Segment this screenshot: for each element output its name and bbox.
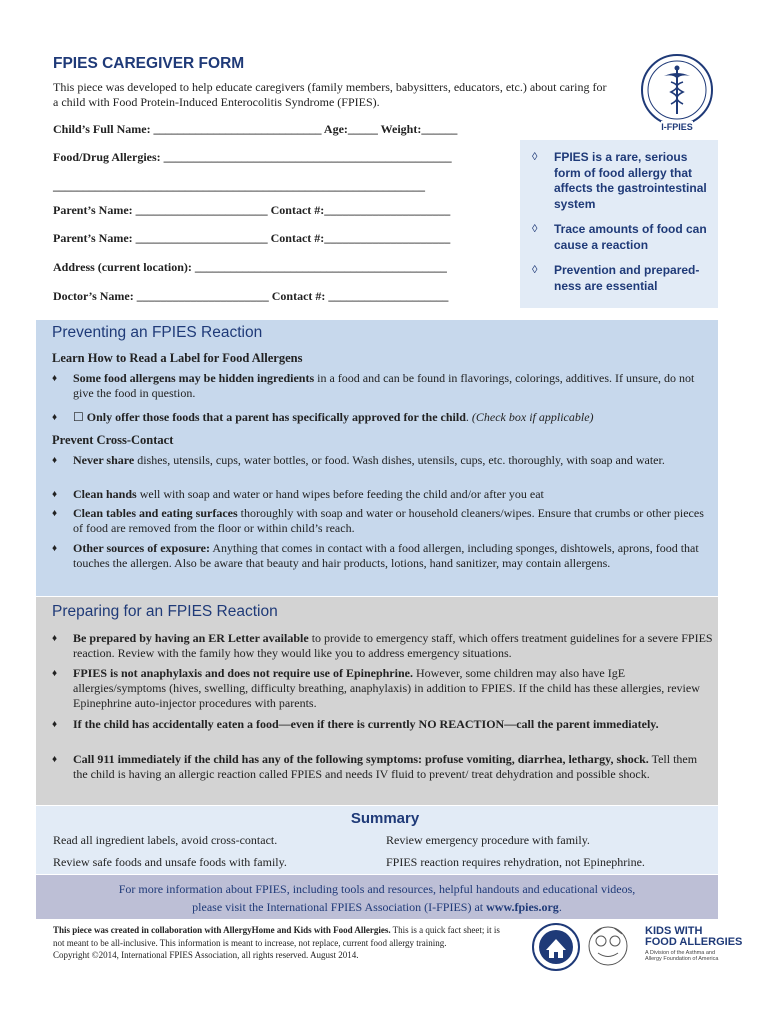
diamond-icon: ♦ (52, 455, 58, 466)
summary-title: Summary (350, 810, 420, 827)
website-link[interactable]: www.fpies.org (486, 900, 559, 914)
diamond-icon: ♦ (52, 508, 58, 519)
page-title: FPIES CAREGIVER FORM (53, 55, 245, 72)
food-allergies-field-cont[interactable]: ______________________________________________________________ (53, 179, 425, 193)
summary-cell: Read all ingredient labels, avoid cross-contact. (53, 833, 278, 847)
child-name-field[interactable]: Child’s Full Name: ____________________________ Age:_____ Weight:______ (53, 122, 458, 136)
footer-text: This piece was created in collaboration with AllergyHome and Kids with Food Allergies. This is a quick fact sheet; it is not meant to be all-inclusive. This information is meant to increase, not replace, current food allergy training. Copyright ©2014, International FPIES Association, all rights reserved. August 2014. (53, 924, 513, 962)
key-fact-text: Prevention and prepared-ness are essential (554, 263, 700, 293)
summary-cell: Review emergency procedure with family. (386, 833, 590, 847)
summary-cell: Review safe foods and unsafe foods with family. (53, 855, 287, 869)
diamond-outline-icon: ◊ (532, 151, 538, 163)
copyright: Copyright ©2014, International FPIES Association, all rights reserved. August 2014. (53, 950, 359, 960)
kwfa-logo-text: KIDS WITH FOOD ALLERGIES (645, 925, 743, 948)
kwfa-logo-subtext: A Division of the Asthma and Allergy Foundation of America (645, 950, 719, 962)
diamond-icon: ♦ (52, 668, 58, 679)
approval-checkbox[interactable]: ☐ (73, 410, 84, 424)
ifpies-logo (636, 52, 718, 134)
key-fact-text: FPIES is a rare, serious form of food allergy that affects the gastrointestinal system (554, 150, 707, 211)
intro-text: This piece was developed to help educate caregivers (family members, babysitters, educators, etc.) about caring for a child with Food Protein-Induced Enterocolitis Syndrome (FPIES). (53, 80, 607, 109)
label-reading-subtitle: Learn How to Read a Label for Food Allergens (52, 351, 303, 365)
diamond-icon: ♦ (52, 543, 58, 554)
more-info-text: For more information about FPIES, including tools and resources, helpful handouts and educational videos, please visit the International FPIES Association (I-FPIES) at www.fpies.org. (118, 882, 636, 914)
preparing-title: Preparing for an FPIES Reaction (52, 603, 278, 620)
address-field[interactable]: Address (current location): __________________________________________ (53, 260, 447, 274)
cross-contact-subtitle: Prevent Cross-Contact (52, 433, 174, 447)
food-allergies-field[interactable]: Food/Drug Allergies: ________________________________________________ (53, 150, 452, 164)
key-fact-text: Trace amounts of food can cause a reaction (554, 222, 707, 252)
diamond-icon: ♦ (52, 412, 58, 423)
diamond-outline-icon: ◊ (532, 264, 538, 276)
diamond-outline-icon: ◊ (532, 223, 538, 235)
diamond-icon: ♦ (52, 719, 58, 730)
diamond-icon: ♦ (52, 489, 58, 500)
doctor-name-field[interactable]: Doctor’s Name: ______________________ Contact #: ____________________ (53, 289, 449, 303)
parent-name-field-1[interactable]: Parent’s Name: ______________________ Contact #:_____________________ (53, 203, 451, 217)
preventing-title: Preventing an FPIES Reaction (52, 324, 263, 341)
diamond-icon: ♦ (52, 633, 58, 644)
ifpies-logo-text: I-FPIES (661, 122, 693, 132)
allergyhome-logo (528, 922, 584, 972)
summary-cell: FPIES reaction requires rehydration, not Epinephrine. (386, 855, 645, 869)
diamond-icon: ♦ (52, 373, 58, 384)
diamond-icon: ♦ (52, 754, 58, 765)
key-facts-box (520, 140, 718, 308)
parent-name-field-2[interactable]: Parent’s Name: ______________________ Contact #:_____________________ (53, 231, 451, 245)
